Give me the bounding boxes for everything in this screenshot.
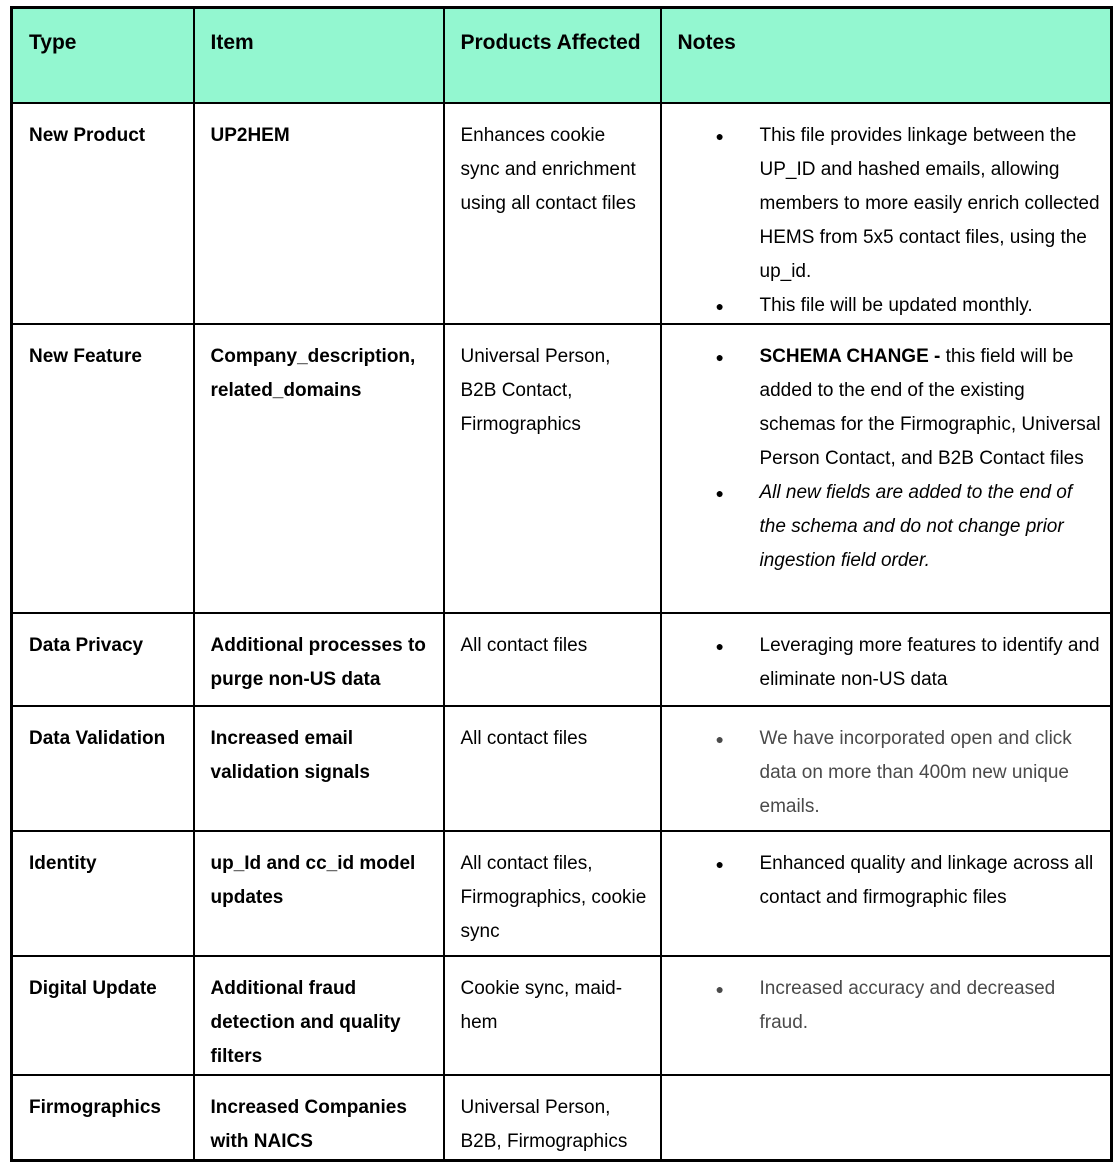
bullet-icon: ● xyxy=(715,637,724,654)
note-segment: Leveraging more features to identify and eliminate non-US data xyxy=(759,634,1100,690)
note-segment: Increased accuracy and decreased fraud. xyxy=(759,977,1056,1033)
note-text xyxy=(760,119,1103,289)
table-row xyxy=(12,103,1112,324)
note-segment: This file will be updated monthly. xyxy=(759,294,1033,316)
note-segment: This file provides linkage between the UP_ID and hashed emails, allowing members to more easily enrich collected HEMS from 5x5 contact files, using the up_id. xyxy=(759,124,1100,282)
bullet-icon: ● xyxy=(715,484,724,501)
item-cell: Increased email validation signals xyxy=(194,706,444,831)
type-cell: New Product xyxy=(12,103,194,324)
products-cell: Universal Person, B2B, Firmographics xyxy=(444,1075,661,1161)
type-cell: Data Privacy xyxy=(12,613,194,706)
notes-cell xyxy=(661,706,1112,831)
notes-cell xyxy=(661,103,1112,324)
column-header-products-affected: Products Affected xyxy=(444,8,661,103)
note-item xyxy=(716,629,1103,697)
item-cell: Additional fraud detection and quality filters xyxy=(194,956,444,1075)
note-item xyxy=(716,340,1103,476)
notes-list xyxy=(676,972,1103,1040)
item-cell: Increased Companies with NAICS xyxy=(194,1075,444,1161)
note-segment: We have incorporated open and click data on more than 400m new unique emails. xyxy=(759,727,1072,817)
notes-cell xyxy=(661,613,1112,706)
table-row xyxy=(12,613,1112,706)
column-header-type: Type xyxy=(12,8,194,103)
header-row xyxy=(12,8,1112,103)
products-cell: All contact files xyxy=(444,613,661,706)
type-cell: Firmographics xyxy=(12,1075,194,1161)
notes-list xyxy=(676,340,1103,578)
note-item xyxy=(716,972,1103,1040)
products-cell: Universal Person, B2B Contact, Firmographics xyxy=(444,324,661,613)
note-text xyxy=(760,847,1103,915)
note-text xyxy=(760,289,1103,323)
notes-list xyxy=(676,722,1103,824)
release-notes-table xyxy=(10,6,1113,1162)
item-cell: up_Id and cc_id model updates xyxy=(194,831,444,956)
bullet-icon: ● xyxy=(715,855,724,872)
note-item xyxy=(716,722,1103,824)
table-row xyxy=(12,956,1112,1075)
bullet-icon: ● xyxy=(715,297,724,314)
notes-cell xyxy=(661,956,1112,1075)
note-item xyxy=(716,476,1103,578)
notes-list xyxy=(676,629,1103,697)
column-header-notes: Notes xyxy=(661,8,1112,103)
note-text xyxy=(760,340,1103,476)
item-cell: Additional processes to purge non-US data xyxy=(194,613,444,706)
note-segment: this field will be added to the end of the existing schemas for the Firmographic, Universal Person Contact, and B2B Contact files xyxy=(759,345,1101,469)
bullet-icon: ● xyxy=(715,730,724,747)
table-header xyxy=(12,8,1112,103)
note-text xyxy=(760,722,1103,824)
bullet-icon: ● xyxy=(715,127,724,144)
type-cell: Digital Update xyxy=(12,956,194,1075)
note-segment: SCHEMA CHANGE - xyxy=(759,345,946,367)
table-body xyxy=(12,103,1112,1161)
item-cell: UP2HEM xyxy=(194,103,444,324)
notes-list xyxy=(676,847,1103,915)
item-cell: Company_description, related_domains xyxy=(194,324,444,613)
note-segment: All new fields are added to the end of the schema and do not change prior ingestion field order. xyxy=(759,481,1073,571)
notes-list xyxy=(676,119,1103,323)
type-cell: New Feature xyxy=(12,324,194,613)
notes-cell xyxy=(661,1075,1112,1161)
table-row xyxy=(12,706,1112,831)
note-text xyxy=(760,629,1103,697)
products-cell: All contact files, Firmographics, cookie sync xyxy=(444,831,661,956)
table-row xyxy=(12,324,1112,613)
notes-cell xyxy=(661,324,1112,613)
note-text xyxy=(760,476,1103,578)
note-item xyxy=(716,289,1103,323)
note-text xyxy=(760,972,1103,1040)
type-cell: Identity xyxy=(12,831,194,956)
notes-cell xyxy=(661,831,1112,956)
column-header-item: Item xyxy=(194,8,444,103)
products-cell: All contact files xyxy=(444,706,661,831)
table-row xyxy=(12,1075,1112,1161)
products-cell: Cookie sync, maid-hem xyxy=(444,956,661,1075)
products-cell: Enhances cookie sync and enrichment using all contact files xyxy=(444,103,661,324)
note-item xyxy=(716,847,1103,915)
bullet-icon: ● xyxy=(715,980,724,997)
note-item xyxy=(716,119,1103,289)
table-row xyxy=(12,831,1112,956)
type-cell: Data Validation xyxy=(12,706,194,831)
note-segment: Enhanced quality and linkage across all contact and firmographic files xyxy=(759,852,1094,908)
bullet-icon: ● xyxy=(715,348,724,365)
